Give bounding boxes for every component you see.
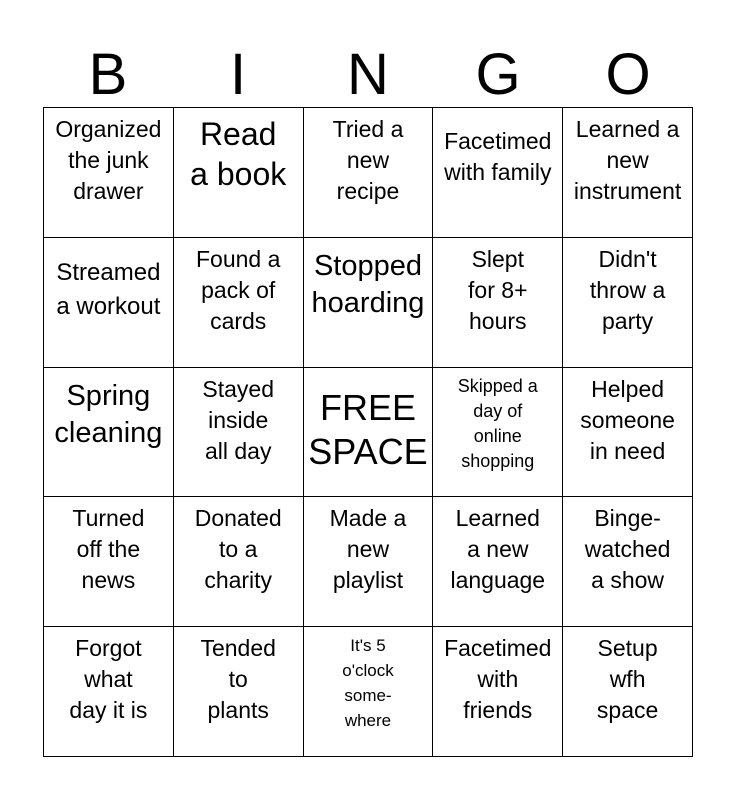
cell-text: Turned off the news <box>72 505 145 594</box>
bingo-cell[interactable] <box>174 368 304 498</box>
bingo-cell[interactable] <box>433 627 563 757</box>
cell-text: Learned a new instrument <box>573 116 682 204</box>
bingo-cell[interactable] <box>563 627 693 757</box>
cell-text: Helped someone in need <box>580 375 675 464</box>
cell-text: Read a book <box>190 116 287 192</box>
header-letter-i: I <box>229 42 247 107</box>
bingo-cell[interactable] <box>44 108 174 238</box>
cell-text: It's 5 o'clock some- where <box>342 636 394 731</box>
cell-text: Streamed a workout <box>56 258 161 320</box>
cell-text: Tried a new recipe <box>332 116 404 204</box>
bingo-cell[interactable] <box>304 108 434 238</box>
bingo-header <box>43 44 693 106</box>
bingo-cell[interactable] <box>304 238 434 368</box>
bingo-cell[interactable] <box>304 497 434 627</box>
cell-text: Stayed inside all day <box>202 375 274 464</box>
bingo-grid <box>43 107 693 757</box>
bingo-cell[interactable] <box>304 627 434 757</box>
bingo-cell[interactable] <box>44 627 174 757</box>
cell-text: Binge- watched a show <box>584 505 671 594</box>
cell-text: FREE SPACE <box>308 386 428 472</box>
cell-text: Facetimed with family <box>444 128 552 185</box>
cell-text: Setup wfh space <box>596 635 659 724</box>
header-letter-o: O <box>605 42 651 107</box>
bingo-cell[interactable] <box>563 368 693 498</box>
cell-text: Facetimed with friends <box>444 635 552 724</box>
bingo-cell[interactable] <box>563 497 693 627</box>
bingo-cell[interactable] <box>174 238 304 368</box>
cell-text: Slept for 8+ hours <box>468 245 528 334</box>
cell-text: Didn't throw a party <box>589 245 666 334</box>
cell-text: Spring cleaning <box>54 379 163 449</box>
bingo-cell[interactable] <box>433 238 563 368</box>
bingo-cell[interactable] <box>174 497 304 627</box>
cell-text: Found a pack of cards <box>195 245 281 334</box>
header-letter-n: N <box>347 42 389 107</box>
bingo-cell[interactable] <box>44 238 174 368</box>
cell-text: Organized the junk drawer <box>55 116 162 204</box>
cell-text: Learned a new language <box>450 505 546 594</box>
header-letter-b: B <box>88 42 128 107</box>
bingo-cell[interactable] <box>563 108 693 238</box>
bingo-cell[interactable] <box>44 497 174 627</box>
cell-text: Forgot what day it is <box>69 635 148 724</box>
bingo-cell[interactable] <box>174 108 304 238</box>
bingo-cell[interactable] <box>433 108 563 238</box>
cell-text: Donated to a charity <box>194 505 282 594</box>
cell-text: Stopped hoarding <box>311 249 425 319</box>
bingo-cell[interactable] <box>44 368 174 498</box>
free-space-cell[interactable] <box>304 368 434 498</box>
bingo-cell[interactable] <box>563 238 693 368</box>
bingo-cell[interactable] <box>433 368 563 498</box>
cell-text: Made a new playlist <box>329 505 407 594</box>
bingo-cell[interactable] <box>174 627 304 757</box>
header-letter-g: G <box>475 42 521 107</box>
cell-text: Skipped a day of online shopping <box>457 375 538 471</box>
cell-text: Tended to plants <box>200 635 276 724</box>
bingo-cell[interactable] <box>433 497 563 627</box>
